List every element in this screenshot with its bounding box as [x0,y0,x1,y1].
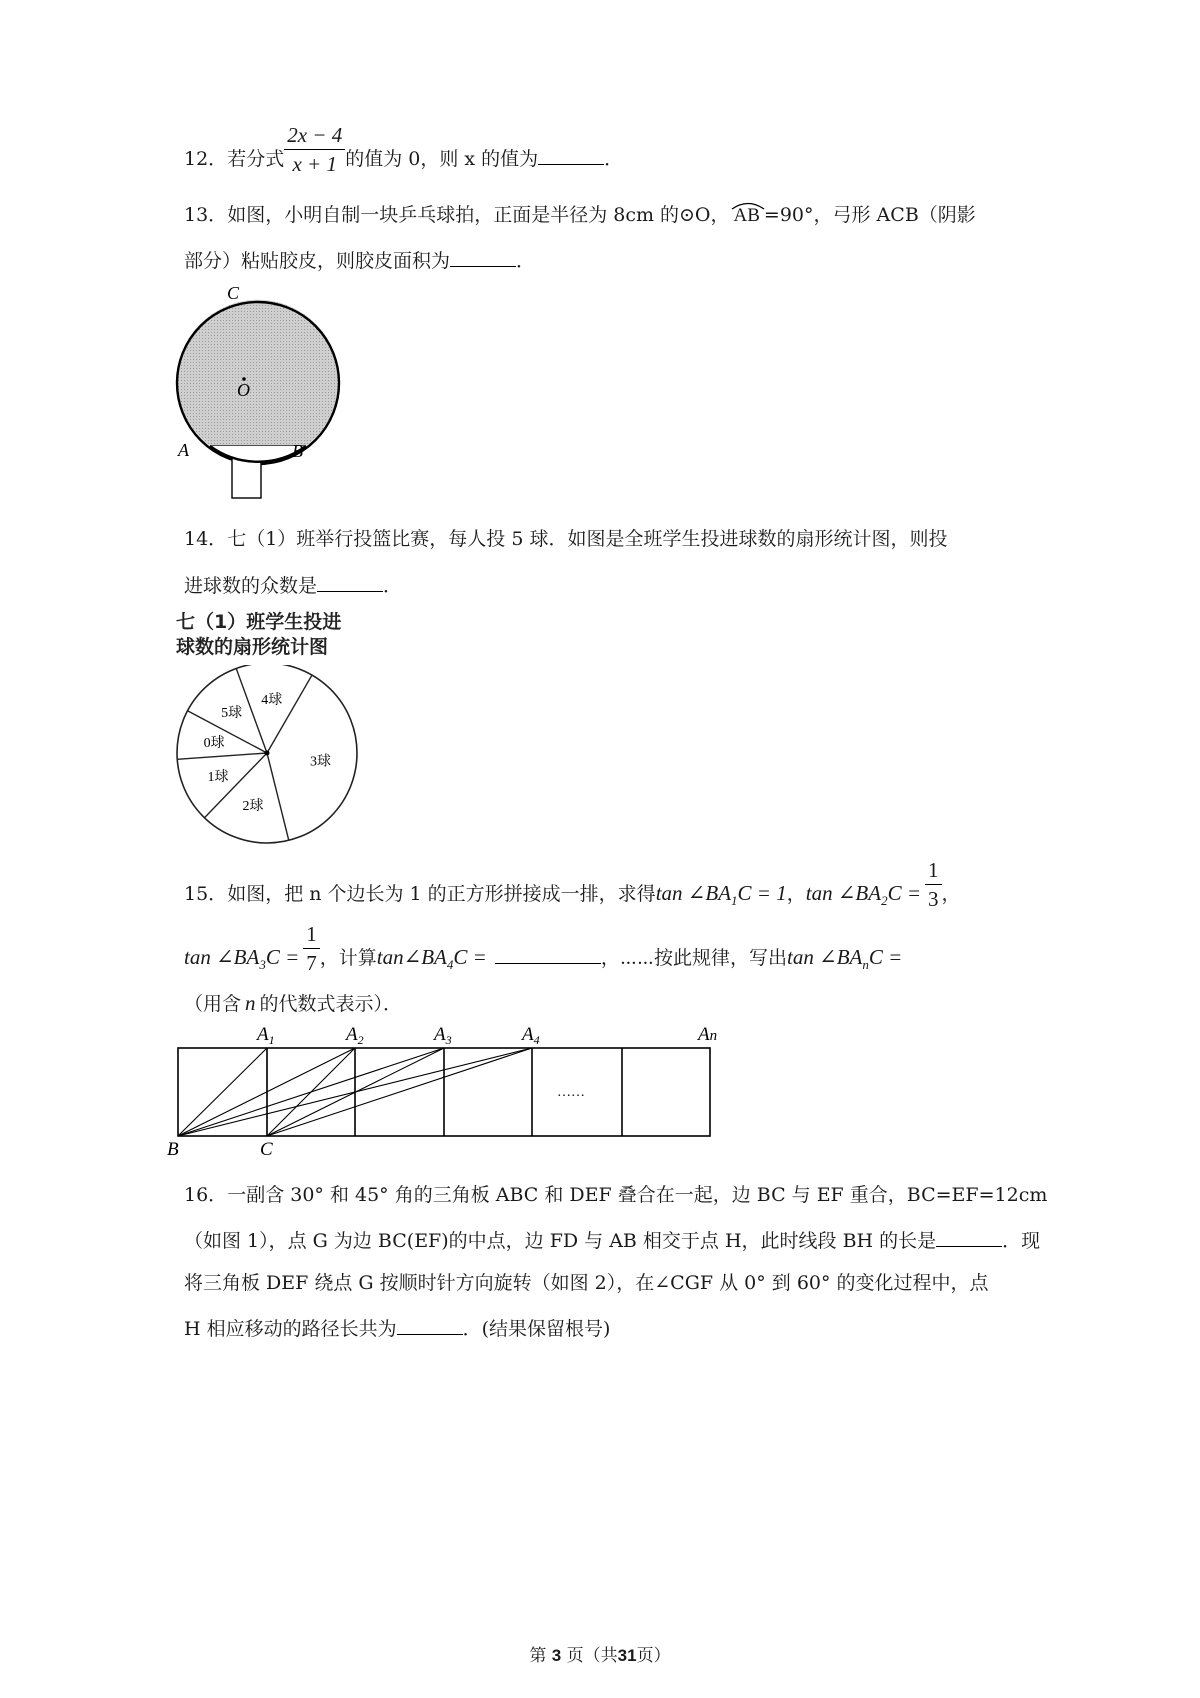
answer-blank [936,1230,1002,1247]
footer-text: 第 [529,1646,547,1666]
question-text: 七（1）班举行投篮比赛，每人投 5 球．如图是全班学生投进球数的扇形统计图，则投 [227,528,948,550]
chart-title-line-2: 球数的扇形统计图 [176,636,329,658]
expr-part: C = [265,945,300,969]
punctuation: ， [786,883,806,905]
fraction [925,860,942,910]
question-text: 一副含 30° 和 45° 角的三角板 ABC 和 DEF 叠合在一起，边 BC 与 EF 重合，BC=EF=12cm [227,1184,1048,1206]
subscript: n [862,957,869,973]
pie-slice-label: 3球 [309,754,331,770]
expr-part: tan ∠BA [655,881,732,905]
question-15-line-3 [184,993,402,1014]
expr-part: tan∠BA [376,945,447,969]
label-c: C [227,283,240,303]
question-text: 的值为 0，则 x 的值为 [345,148,539,170]
fraction-denominator: 3 [928,887,939,911]
question-text: H 相应移动的路径长共为 [184,1318,397,1340]
fraction-numerator: 1 [303,924,320,949]
label-a1: $A_1$ [257,1024,275,1047]
answer-blank [450,250,516,267]
pie-chart-title [176,610,341,660]
answer-blank [397,1318,463,1335]
question-text: ，⋯⋯按此规律，写出 [600,947,788,969]
question-text: 进球数的众数是 [184,575,318,597]
question-16-line-3 [184,1274,989,1293]
subscript: 1 [731,893,738,909]
question-16-line-1 [184,1186,1047,1205]
expr-part: C = 1 [737,881,787,905]
pie-chart [172,665,372,850]
page-number: 3 [551,1646,562,1665]
question-14-line-2 [184,575,402,596]
subscript: 4 [446,957,454,973]
fraction [303,924,320,974]
question-text: 如图，把 n 个边长为 1 的正方形拼接成一排，求得 [227,883,656,905]
punctuation: ， [941,883,961,905]
question-15-line-1 [184,858,961,911]
tan-expression-2 [805,881,922,909]
fraction-numerator: 1 [925,860,942,885]
answer-blank [495,947,601,964]
punctuation: ． [516,250,536,272]
shaded-segment [177,300,339,446]
question-text: ．现 [1002,1230,1041,1252]
question-number: 14． [184,528,228,550]
arc-icon [730,200,766,210]
fraction-numerator: 2x − 4 [284,125,345,150]
subscript: 2 [881,893,888,909]
label-a4: $A_4$ [522,1024,540,1047]
fraction-denominator: x + 1 [292,152,337,176]
subscript: 3 [259,957,266,973]
dots-label: …… [557,1085,585,1100]
expr-part: C = [868,945,903,969]
question-13-line-1 [184,206,976,225]
punctuation: ． [383,575,403,597]
question-12 [184,123,624,176]
question-14-line-1 [184,530,947,549]
question-number: 16． [184,1184,228,1206]
expr-part: tan ∠BA [787,945,863,969]
expr-part: C = [453,945,487,969]
tan-expression-n [787,945,903,973]
pie-center-point [265,751,270,756]
paddle-figure [175,278,355,508]
pie-slice-label: 5球 [221,706,243,722]
variable-n: n [245,991,256,1015]
answer-blank [317,575,383,592]
pie-slice-label: 2球 [242,799,264,815]
question-text: 将三角板 DEF 绕点 G 按顺时针方向旋转（如图 2），在∠CGF 从 0° 到 60° 的变化过程中，点 [184,1272,989,1294]
question-text: 如图，小明自制一块乒乓球拍，正面是半径为 8cm 的⊙O， [227,204,730,226]
question-text: =90°，弓形 ACB（阴影 [763,204,976,226]
page-footer [0,1641,1200,1666]
question-number: 13． [184,204,228,226]
tan-expression-1 [655,881,787,909]
fraction-denominator: 7 [306,951,317,975]
pie-slice-label: 4球 [261,693,283,709]
pie-slice-label: 1球 [207,769,229,785]
question-16-line-4 [184,1318,610,1339]
question-13-line-2 [184,250,535,271]
question-15-line-2 [184,922,903,975]
question-text: ，计算 [319,947,377,969]
punctuation: ． [604,148,624,170]
footer-text: 页（共 [566,1646,618,1666]
expr-part: tan ∠BA [184,945,260,969]
squares-figure [165,1020,755,1160]
question-number: 12． [184,148,228,170]
label-b: B [292,441,303,461]
tan-expression-4 [376,945,487,973]
label-c: C [260,1139,273,1160]
question-text: ．(结果保留根号) [462,1318,611,1340]
question-16-line-2 [184,1230,1040,1251]
label-o: O [237,380,250,400]
fraction [284,125,345,175]
footer-text: 页） [636,1646,671,1666]
label-a: A [178,440,189,460]
question-text: 部分）粘贴胶皮，则胶皮面积为 [184,250,451,272]
question-text: 若分式 [227,148,285,170]
arc-ab-symbol [730,206,764,225]
chart-title-line-1: 七（1）班学生投进 [176,611,342,633]
label-b: B [167,1139,179,1160]
tan-expression-3 [184,945,300,973]
question-number: 15． [184,883,228,905]
label-a3: $A_3$ [434,1024,452,1047]
expr-part: tan ∠BA [805,881,882,905]
question-text: 的代数式表示）． [259,993,403,1015]
arc-label: AB [733,205,760,226]
label-an: An [698,1024,718,1045]
answer-blank [538,148,604,165]
total-pages: 31 [617,1646,637,1665]
label-a2: $A_2$ [346,1024,364,1047]
expr-part: C = [887,881,922,905]
question-text: （用含 [184,993,242,1015]
pie-slice-label: 0球 [203,735,225,751]
question-text: （如图 1），点 G 为边 BC(EF)的中点，边 FD 与 AB 相交于点 H，此时线段 BH 的长是 [184,1230,937,1252]
